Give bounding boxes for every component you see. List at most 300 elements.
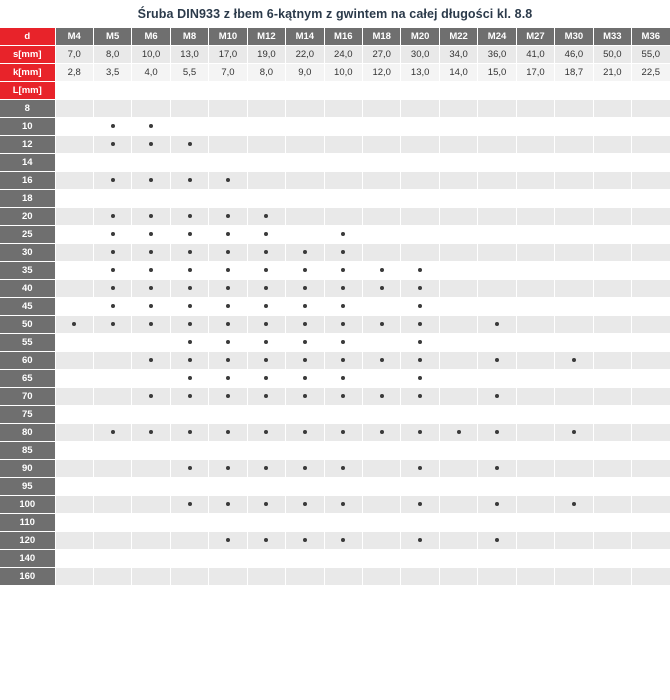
dot-icon	[341, 232, 345, 236]
availability-empty-cell	[209, 406, 247, 424]
availability-dot-cell	[401, 280, 439, 298]
availability-empty-cell	[632, 190, 670, 208]
availability-empty-cell	[593, 568, 631, 586]
dot-icon	[341, 430, 345, 434]
dot-icon	[111, 304, 115, 308]
availability-empty-cell	[55, 496, 93, 514]
availability-empty-cell	[439, 208, 477, 226]
availability-empty-cell	[324, 172, 362, 190]
availability-empty-cell	[555, 532, 593, 550]
availability-empty-cell	[593, 550, 631, 568]
availability-empty-cell	[632, 208, 670, 226]
availability-dot-cell	[93, 118, 131, 136]
availability-empty-cell	[478, 154, 516, 172]
availability-empty-cell	[132, 514, 170, 532]
dot-icon	[226, 430, 230, 434]
availability-dot-cell	[324, 334, 362, 352]
availability-empty-cell	[439, 550, 477, 568]
availability-empty-cell	[324, 514, 362, 532]
availability-empty-cell	[247, 118, 285, 136]
diameter-header-m5: M5	[93, 28, 131, 46]
length-label-40: 40	[0, 280, 55, 298]
availability-empty-cell	[632, 514, 670, 532]
dot-icon	[418, 304, 422, 308]
availability-empty-cell	[363, 118, 401, 136]
availability-empty-cell	[55, 460, 93, 478]
availability-empty-cell	[55, 190, 93, 208]
dot-icon	[264, 286, 268, 290]
availability-dot-cell	[93, 208, 131, 226]
availability-dot-cell	[439, 424, 477, 442]
row-s	[0, 46, 670, 64]
availability-empty-cell	[593, 316, 631, 334]
availability-dot-cell	[324, 316, 362, 334]
dot-icon	[495, 502, 499, 506]
availability-dot-cell	[132, 388, 170, 406]
availability-empty-cell	[439, 244, 477, 262]
availability-empty-cell	[439, 100, 477, 118]
table-row	[0, 568, 670, 586]
availability-empty-cell	[132, 154, 170, 172]
dot-icon	[418, 322, 422, 326]
availability-empty-cell	[324, 478, 362, 496]
availability-empty-cell	[286, 118, 324, 136]
availability-empty-cell	[593, 118, 631, 136]
length-label-35: 35	[0, 262, 55, 280]
availability-dot-cell	[247, 244, 285, 262]
availability-dot-cell	[286, 532, 324, 550]
availability-empty-cell	[555, 154, 593, 172]
availability-dot-cell	[170, 262, 208, 280]
dot-icon	[264, 376, 268, 380]
dot-icon	[264, 250, 268, 254]
availability-dot-cell	[555, 496, 593, 514]
availability-empty-cell	[516, 478, 554, 496]
availability-empty-cell	[593, 244, 631, 262]
dot-icon	[149, 178, 153, 182]
dot-icon	[495, 430, 499, 434]
availability-dot-cell	[93, 262, 131, 280]
availability-dot-cell	[209, 532, 247, 550]
availability-empty-cell	[632, 118, 670, 136]
availability-dot-cell	[170, 172, 208, 190]
dot-icon	[188, 142, 192, 146]
dot-icon	[226, 502, 230, 506]
availability-empty-cell	[209, 550, 247, 568]
availability-empty-cell	[286, 172, 324, 190]
availability-empty-cell	[516, 316, 554, 334]
availability-dot-cell	[401, 532, 439, 550]
spacer-cell	[55, 82, 93, 100]
dot-icon	[418, 538, 422, 542]
availability-empty-cell	[478, 190, 516, 208]
availability-dot-cell	[401, 460, 439, 478]
dot-icon	[418, 286, 422, 290]
length-label-140: 140	[0, 550, 55, 568]
availability-dot-cell	[324, 370, 362, 388]
availability-empty-cell	[209, 442, 247, 460]
dot-icon	[264, 214, 268, 218]
availability-empty-cell	[132, 550, 170, 568]
availability-empty-cell	[209, 514, 247, 532]
availability-empty-cell	[93, 442, 131, 460]
availability-empty-cell	[632, 568, 670, 586]
availability-empty-cell	[478, 100, 516, 118]
dot-icon	[226, 286, 230, 290]
row-k	[0, 64, 670, 82]
availability-empty-cell	[516, 352, 554, 370]
availability-empty-cell	[516, 172, 554, 190]
dot-icon	[418, 430, 422, 434]
availability-empty-cell	[555, 118, 593, 136]
availability-empty-cell	[324, 190, 362, 208]
k-value: 21,0	[593, 64, 631, 82]
availability-empty-cell	[401, 406, 439, 424]
dot-icon	[572, 358, 576, 362]
dot-icon	[303, 268, 307, 272]
availability-dot-cell	[478, 388, 516, 406]
dot-icon	[418, 268, 422, 272]
dot-icon	[188, 286, 192, 290]
availability-empty-cell	[593, 298, 631, 316]
availability-dot-cell	[170, 298, 208, 316]
table-row	[0, 208, 670, 226]
dot-icon	[188, 358, 192, 362]
dot-icon	[226, 250, 230, 254]
availability-dot-cell	[132, 298, 170, 316]
availability-empty-cell	[478, 226, 516, 244]
dot-icon	[341, 466, 345, 470]
dot-icon	[188, 268, 192, 272]
header-row-diameter	[0, 28, 670, 46]
availability-dot-cell	[324, 352, 362, 370]
s-value: 22,0	[286, 46, 324, 64]
spacer-cell	[247, 82, 285, 100]
availability-dot-cell	[401, 370, 439, 388]
availability-dot-cell	[209, 352, 247, 370]
availability-dot-cell	[401, 496, 439, 514]
dot-icon	[188, 322, 192, 326]
availability-dot-cell	[170, 496, 208, 514]
availability-empty-cell	[478, 514, 516, 532]
availability-empty-cell	[93, 352, 131, 370]
dot-icon	[380, 286, 384, 290]
diameter-header-m10: M10	[209, 28, 247, 46]
availability-dot-cell	[209, 316, 247, 334]
availability-empty-cell	[555, 226, 593, 244]
length-label-55: 55	[0, 334, 55, 352]
dot-icon	[495, 394, 499, 398]
dot-icon	[149, 124, 153, 128]
k-value: 15,0	[478, 64, 516, 82]
availability-empty-cell	[55, 208, 93, 226]
s-value: 36,0	[478, 46, 516, 64]
availability-empty-cell	[55, 244, 93, 262]
dot-icon	[111, 214, 115, 218]
dot-icon	[188, 214, 192, 218]
availability-dot-cell	[209, 370, 247, 388]
diameter-header-m8: M8	[170, 28, 208, 46]
availability-empty-cell	[170, 550, 208, 568]
s-value: 41,0	[516, 46, 554, 64]
availability-dot-cell	[478, 424, 516, 442]
dot-icon	[149, 214, 153, 218]
table-row	[0, 478, 670, 496]
dot-icon	[264, 430, 268, 434]
availability-empty-cell	[555, 442, 593, 460]
dot-icon	[303, 358, 307, 362]
dot-icon	[418, 394, 422, 398]
availability-empty-cell	[516, 442, 554, 460]
diameter-header-m4: M4	[55, 28, 93, 46]
table-row	[0, 514, 670, 532]
availability-empty-cell	[478, 406, 516, 424]
length-label-30: 30	[0, 244, 55, 262]
availability-empty-cell	[55, 262, 93, 280]
availability-empty-cell	[132, 478, 170, 496]
availability-empty-cell	[363, 100, 401, 118]
availability-empty-cell	[170, 514, 208, 532]
availability-empty-cell	[247, 550, 285, 568]
availability-empty-cell	[363, 550, 401, 568]
table-row	[0, 226, 670, 244]
table-row	[0, 550, 670, 568]
availability-dot-cell	[170, 370, 208, 388]
availability-empty-cell	[170, 406, 208, 424]
availability-empty-cell	[209, 154, 247, 172]
availability-empty-cell	[632, 532, 670, 550]
availability-empty-cell	[593, 514, 631, 532]
availability-empty-cell	[132, 568, 170, 586]
length-label-75: 75	[0, 406, 55, 424]
dot-icon	[226, 538, 230, 542]
availability-empty-cell	[401, 514, 439, 532]
availability-empty-cell	[55, 514, 93, 532]
availability-dot-cell	[93, 298, 131, 316]
availability-empty-cell	[478, 442, 516, 460]
availability-empty-cell	[555, 568, 593, 586]
availability-empty-cell	[439, 406, 477, 424]
table-row	[0, 262, 670, 280]
availability-empty-cell	[478, 172, 516, 190]
availability-empty-cell	[93, 154, 131, 172]
availability-empty-cell	[516, 280, 554, 298]
availability-dot-cell	[247, 208, 285, 226]
availability-dot-cell	[170, 280, 208, 298]
availability-dot-cell	[286, 496, 324, 514]
availability-empty-cell	[439, 136, 477, 154]
availability-empty-cell	[593, 460, 631, 478]
dot-icon	[188, 376, 192, 380]
availability-empty-cell	[93, 478, 131, 496]
availability-empty-cell	[132, 442, 170, 460]
table-row	[0, 136, 670, 154]
availability-empty-cell	[439, 298, 477, 316]
availability-dot-cell	[286, 316, 324, 334]
dot-icon	[418, 502, 422, 506]
dot-icon	[264, 268, 268, 272]
availability-dot-cell	[247, 316, 285, 334]
availability-empty-cell	[555, 244, 593, 262]
availability-dot-cell	[209, 208, 247, 226]
k-value: 12,0	[363, 64, 401, 82]
length-label-60: 60	[0, 352, 55, 370]
diameter-header-m18: M18	[363, 28, 401, 46]
s-value: 46,0	[555, 46, 593, 64]
availability-dot-cell	[170, 388, 208, 406]
dot-icon	[111, 142, 115, 146]
table-row	[0, 298, 670, 316]
availability-empty-cell	[478, 208, 516, 226]
availability-dot-cell	[93, 226, 131, 244]
availability-dot-cell	[132, 352, 170, 370]
availability-dot-cell	[363, 388, 401, 406]
availability-dot-cell	[93, 244, 131, 262]
availability-empty-cell	[93, 334, 131, 352]
availability-empty-cell	[363, 442, 401, 460]
availability-empty-cell	[93, 514, 131, 532]
availability-empty-cell	[439, 370, 477, 388]
availability-empty-cell	[324, 550, 362, 568]
k-value: 13,0	[401, 64, 439, 82]
availability-dot-cell	[93, 316, 131, 334]
dot-icon	[226, 394, 230, 398]
availability-empty-cell	[632, 262, 670, 280]
length-label-120: 120	[0, 532, 55, 550]
availability-empty-cell	[286, 568, 324, 586]
availability-dot-cell	[286, 298, 324, 316]
availability-dot-cell	[247, 532, 285, 550]
availability-dot-cell	[209, 424, 247, 442]
availability-empty-cell	[401, 478, 439, 496]
availability-empty-cell	[632, 298, 670, 316]
availability-dot-cell	[478, 460, 516, 478]
availability-dot-cell	[324, 388, 362, 406]
dot-icon	[111, 430, 115, 434]
diameter-header-m14: M14	[286, 28, 324, 46]
availability-empty-cell	[55, 100, 93, 118]
dot-icon	[188, 466, 192, 470]
availability-empty-cell	[363, 478, 401, 496]
availability-empty-cell	[324, 568, 362, 586]
availability-empty-cell	[632, 172, 670, 190]
availability-empty-cell	[439, 478, 477, 496]
availability-dot-cell	[132, 244, 170, 262]
availability-empty-cell	[55, 154, 93, 172]
s-value: 50,0	[593, 46, 631, 64]
table-row	[0, 172, 670, 190]
dot-icon	[303, 538, 307, 542]
dot-icon	[380, 268, 384, 272]
availability-empty-cell	[516, 370, 554, 388]
availability-empty-cell	[593, 208, 631, 226]
availability-empty-cell	[247, 190, 285, 208]
availability-dot-cell	[324, 298, 362, 316]
diameter-header-m30: M30	[555, 28, 593, 46]
length-label-18: 18	[0, 190, 55, 208]
availability-dot-cell	[209, 280, 247, 298]
dot-icon	[303, 502, 307, 506]
k-value: 4,0	[132, 64, 170, 82]
dot-icon	[264, 466, 268, 470]
availability-dot-cell	[93, 424, 131, 442]
availability-empty-cell	[286, 100, 324, 118]
availability-dot-cell	[363, 316, 401, 334]
availability-empty-cell	[324, 208, 362, 226]
dot-icon	[380, 430, 384, 434]
availability-empty-cell	[439, 460, 477, 478]
availability-empty-cell	[401, 442, 439, 460]
table-row	[0, 316, 670, 334]
availability-empty-cell	[170, 568, 208, 586]
spacer-cell	[593, 82, 631, 100]
availability-dot-cell	[93, 280, 131, 298]
dot-icon	[188, 178, 192, 182]
availability-empty-cell	[478, 244, 516, 262]
length-label-16: 16	[0, 172, 55, 190]
availability-empty-cell	[132, 496, 170, 514]
table-row	[0, 334, 670, 352]
k-value: 8,0	[247, 64, 285, 82]
dot-icon	[226, 340, 230, 344]
availability-dot-cell	[132, 316, 170, 334]
dot-icon	[149, 430, 153, 434]
availability-empty-cell	[555, 478, 593, 496]
availability-empty-cell	[632, 388, 670, 406]
dot-icon	[303, 430, 307, 434]
availability-empty-cell	[555, 316, 593, 334]
dot-icon	[149, 232, 153, 236]
diameter-header-m16: M16	[324, 28, 362, 46]
dot-icon	[303, 322, 307, 326]
length-label-65: 65	[0, 370, 55, 388]
availability-empty-cell	[516, 568, 554, 586]
dot-icon	[188, 502, 192, 506]
availability-empty-cell	[516, 100, 554, 118]
dot-icon	[418, 340, 422, 344]
availability-empty-cell	[401, 244, 439, 262]
availability-empty-cell	[363, 370, 401, 388]
table-row	[0, 100, 670, 118]
availability-empty-cell	[247, 100, 285, 118]
dot-icon	[264, 502, 268, 506]
availability-dot-cell	[286, 370, 324, 388]
availability-empty-cell	[247, 406, 285, 424]
availability-empty-cell	[55, 118, 93, 136]
availability-empty-cell	[593, 262, 631, 280]
dot-icon	[303, 466, 307, 470]
dot-icon	[226, 214, 230, 218]
availability-empty-cell	[439, 226, 477, 244]
availability-empty-cell	[516, 154, 554, 172]
dot-icon	[380, 358, 384, 362]
availability-empty-cell	[286, 514, 324, 532]
availability-empty-cell	[55, 550, 93, 568]
k-value: 5,5	[170, 64, 208, 82]
availability-empty-cell	[286, 442, 324, 460]
availability-dot-cell	[170, 244, 208, 262]
availability-empty-cell	[286, 190, 324, 208]
availability-empty-cell	[209, 190, 247, 208]
availability-empty-cell	[632, 550, 670, 568]
length-label-95: 95	[0, 478, 55, 496]
availability-empty-cell	[363, 190, 401, 208]
k-value: 7,0	[209, 64, 247, 82]
availability-dot-cell	[209, 334, 247, 352]
dot-icon	[149, 250, 153, 254]
availability-empty-cell	[363, 532, 401, 550]
availability-empty-cell	[247, 172, 285, 190]
